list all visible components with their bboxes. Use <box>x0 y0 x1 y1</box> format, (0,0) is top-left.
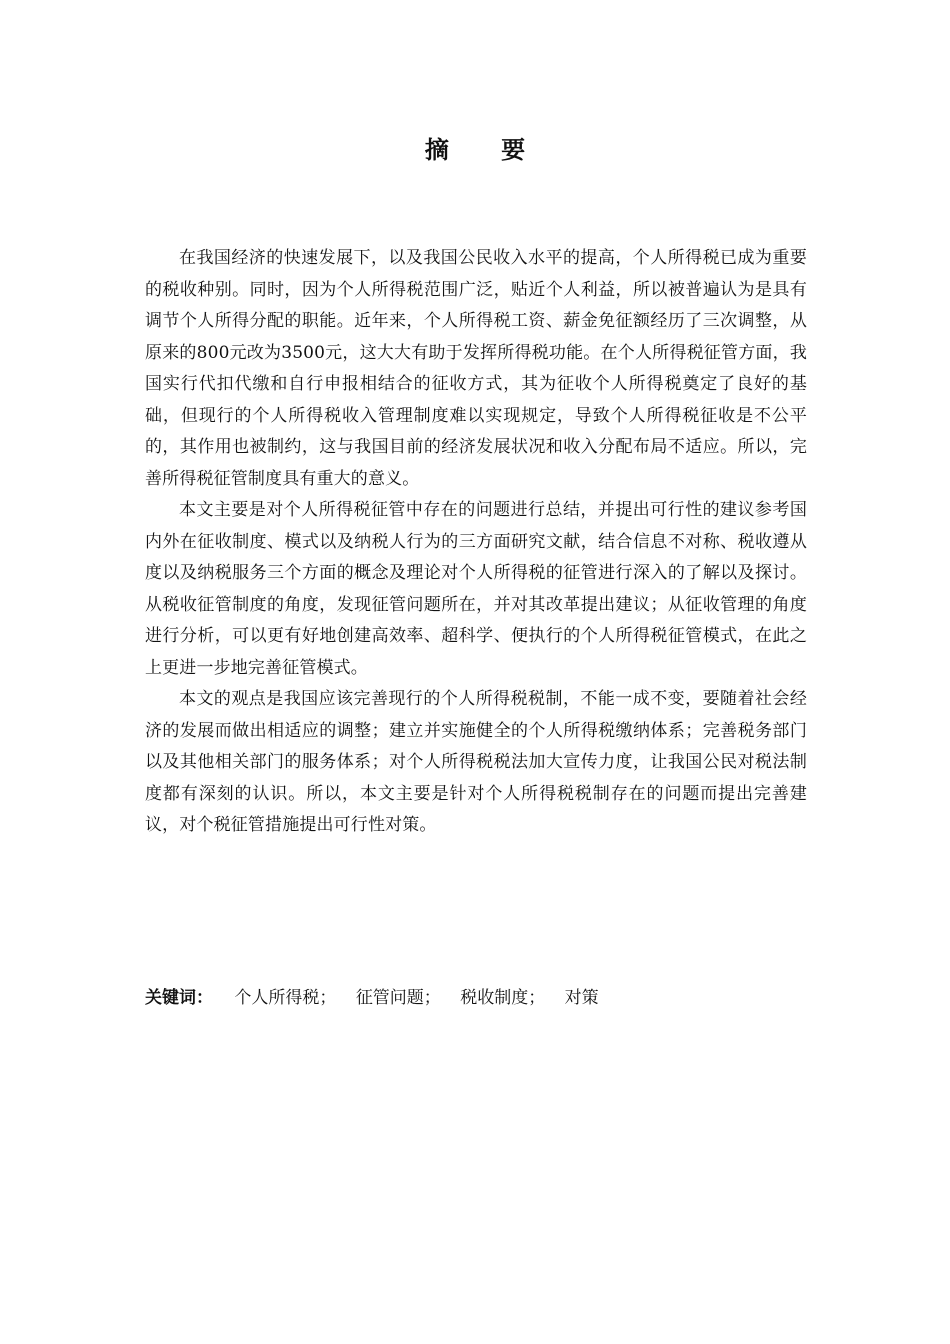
keywords-line <box>145 982 807 1014</box>
keywords-label: 关键词： <box>145 988 213 1008</box>
keyword-3: 税收制度； <box>460 988 546 1008</box>
abstract-title: 摘 要 <box>424 136 548 164</box>
abstract-paragraph-1: 在我国经济的快速发展下，以及我国公民收入水平的提高，个人所得税已成为重要的税收种别。同时，因为个人所得税范围广泛，贴近个人利益，所以被普遍认为是具有调节个人所得分配的职能。近年来，个人所得税工资、薪金免征额经历了三次调整，从原来的800元改为3500元，这大大有助于发挥所得税功能。在个人所得税征管方面，我国实行代扣代缴和自行申报相结合的征收方式，其为征收个人所得税奠定了良好的基础，但现行的个人所得税收入管理制度难以实现规定，导致个人所得税征收是不公平的，其作用也被制约，这与我国目前的经济发展状况和收入分配布局不适应。所以，完善所得税征管制度具有重大的意义。 <box>145 248 807 489</box>
keyword-2: 征管问题； <box>355 988 441 1008</box>
keyword-4: 对策 <box>564 988 599 1008</box>
abstract-paragraph-3: 本文的观点是我国应该完善现行的个人所得税税制，不能一成不变，要随着社会经济的发展而做出相适应的调整；建立并实施健全的个人所得税缴纳体系；完善税务部门以及其他相关部门的服务体系；对个人所得税税法加大宣传力度，让我国公民对税法制度都有深刻的认识。所以，本文主要是针对个人所得税税制存在的问题而提出完善建议，对个税征管措施提出可行性对策。 <box>145 689 807 835</box>
abstract-body <box>145 243 807 842</box>
abstract-paragraph-2: 本文主要是对个人所得税征管中存在的问题进行总结，并提出可行性的建议参考国内外在征收制度、模式以及纳税人行为的三方面研究文献，结合信息不对称、税收遵从度以及纳税服务三个方面的概念及理论对个人所得税的征管进行深入的了解以及探讨。从税收征管制度的角度，发现征管问题所在，并对其改革提出建议；从征收管理的角度进行分析，可以更有好地创建高效率、超科学、便执行的个人所得税征管模式，在此之上更进一步地完善征管模式。 <box>145 500 807 678</box>
keyword-1: 个人所得税； <box>234 988 337 1008</box>
